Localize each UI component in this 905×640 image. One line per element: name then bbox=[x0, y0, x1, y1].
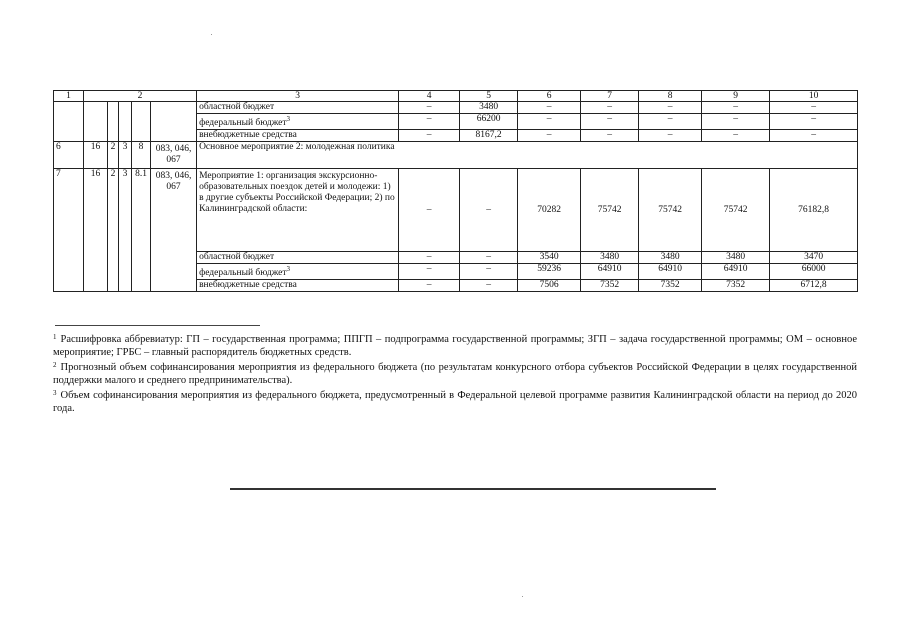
value-cell: 7352 bbox=[639, 280, 702, 292]
value-cell: – bbox=[399, 102, 460, 114]
funding-source-label: внебюджетные средства bbox=[197, 130, 399, 142]
empty-cell bbox=[54, 102, 84, 142]
om-code: 8 bbox=[132, 142, 151, 169]
header-cell: 5 bbox=[460, 91, 518, 102]
funding-source-label: федеральный бюджет bbox=[199, 118, 287, 129]
value-cell: 7352 bbox=[702, 280, 770, 292]
empty-cell bbox=[84, 102, 108, 142]
table-row-6 bbox=[54, 142, 858, 169]
value-cell: – bbox=[702, 102, 770, 114]
value-cell: 3480 bbox=[581, 252, 639, 264]
gp-code: 16 bbox=[84, 142, 108, 169]
header-cell: 9 bbox=[702, 91, 770, 102]
value-cell: – bbox=[518, 114, 581, 130]
value-cell: – bbox=[399, 130, 460, 142]
funding-source-label: федеральный бюджет bbox=[199, 268, 287, 279]
table-row bbox=[54, 102, 858, 114]
header-cell: 3 bbox=[197, 91, 399, 102]
gp-code: 16 bbox=[84, 169, 108, 292]
header-cell: 6 bbox=[518, 91, 581, 102]
value-cell: – bbox=[639, 114, 702, 130]
value-cell: – bbox=[581, 114, 639, 130]
value-cell: – bbox=[399, 264, 460, 280]
funding-source-cell bbox=[197, 114, 399, 130]
footnote-text: Расшифровка аббревиатур: ГП – государственная программа; ППГП – подпрограмма государственной программы; ЗГП – задача государственной программы; ОМ – основное мероприятие; ГРБС – главный распорядитель бюджетных средств. bbox=[53, 334, 857, 358]
footnote-separator bbox=[55, 325, 260, 326]
footnote-number: 3 bbox=[53, 389, 57, 397]
value-cell: – bbox=[460, 252, 518, 264]
om-code: 8.1 bbox=[132, 169, 151, 292]
table-row-7 bbox=[54, 169, 858, 252]
pgp-code: 2 bbox=[108, 142, 119, 169]
value-cell: 66000 bbox=[770, 264, 858, 280]
scan-speck bbox=[211, 34, 212, 35]
value-cell: 64910 bbox=[639, 264, 702, 280]
value-cell: – bbox=[581, 102, 639, 114]
grbs-code: 083, 046, 067 bbox=[151, 169, 197, 292]
value-cell: – bbox=[518, 102, 581, 114]
header-cell: 8 bbox=[639, 91, 702, 102]
footnotes bbox=[53, 325, 857, 417]
value-cell: 75742 bbox=[702, 169, 770, 252]
value-cell: – bbox=[770, 114, 858, 130]
empty-cell bbox=[108, 102, 119, 142]
value-cell: – bbox=[460, 264, 518, 280]
value-cell: 64910 bbox=[702, 264, 770, 280]
value-cell: – bbox=[770, 102, 858, 114]
pgp-code: 2 bbox=[108, 169, 119, 292]
zgp-code: 3 bbox=[119, 142, 132, 169]
footnote-number: 2 bbox=[53, 361, 57, 369]
footnote-ref: 3 bbox=[286, 115, 290, 123]
value-cell: 59236 bbox=[518, 264, 581, 280]
zgp-code: 3 bbox=[119, 169, 132, 292]
value-cell: 7506 bbox=[518, 280, 581, 292]
value-cell: – bbox=[399, 280, 460, 292]
funding-source-label: внебюджетные средства bbox=[197, 280, 399, 292]
value-cell: 76182,8 bbox=[770, 169, 858, 252]
header-cell: 7 bbox=[581, 91, 639, 102]
value-cell: 75742 bbox=[581, 169, 639, 252]
value-cell: – bbox=[639, 130, 702, 142]
value-cell: – bbox=[581, 130, 639, 142]
end-of-document-rule bbox=[230, 488, 716, 490]
value-cell: – bbox=[702, 114, 770, 130]
empty-cell bbox=[151, 102, 197, 142]
funding-source-label: областной бюджет bbox=[197, 102, 399, 114]
row-number: 6 bbox=[54, 142, 84, 169]
value-cell: 75742 bbox=[639, 169, 702, 252]
value-cell: – bbox=[460, 280, 518, 292]
event-title: Основное мероприятие 2: молодежная политика bbox=[197, 142, 858, 169]
value-cell: 7352 bbox=[581, 280, 639, 292]
footnote-ref: 3 bbox=[286, 265, 290, 274]
empty-cell bbox=[119, 102, 132, 142]
value-cell: 6712,8 bbox=[770, 280, 858, 292]
event-description: Мероприятие 1: организация экскурсионно-образовательных поездок детей и молодежи: 1) в другие субъекты Российской Федерации; 2) по Калининградской области: bbox=[197, 169, 399, 252]
value-cell: – bbox=[639, 102, 702, 114]
funding-source-cell bbox=[197, 264, 399, 280]
value-cell: 3470 bbox=[770, 252, 858, 264]
value-cell: 3480 bbox=[460, 102, 518, 114]
grbs-code: 083, 046, 067 bbox=[151, 142, 197, 169]
header-row bbox=[54, 91, 858, 102]
scan-speck bbox=[522, 596, 523, 597]
funding-source-label: областной бюджет bbox=[197, 252, 399, 264]
value-cell: – bbox=[399, 252, 460, 264]
footnote-2 bbox=[53, 361, 857, 387]
value-cell: – bbox=[770, 130, 858, 142]
value-cell: – bbox=[399, 114, 460, 130]
value-cell: 66200 bbox=[460, 114, 518, 130]
value-cell: 3480 bbox=[702, 252, 770, 264]
header-cell: 2 bbox=[84, 91, 197, 102]
value-cell: 64910 bbox=[581, 264, 639, 280]
footnote-number: 1 bbox=[53, 333, 57, 341]
row-number: 7 bbox=[54, 169, 84, 292]
footnote-text: Объем софинансирования мероприятия из федерального бюджета, предусмотренный в Федеральной целевой программе развития Калининградской области на период до 2020 года. bbox=[53, 390, 857, 414]
footnote-1 bbox=[53, 333, 857, 359]
header-cell: 10 bbox=[770, 91, 858, 102]
value-cell: 70282 bbox=[518, 169, 581, 252]
value-cell: – bbox=[518, 130, 581, 142]
value-cell: 3540 bbox=[518, 252, 581, 264]
value-cell: 3480 bbox=[639, 252, 702, 264]
budget-table bbox=[53, 90, 858, 292]
value-cell: – bbox=[702, 130, 770, 142]
value-cell: – bbox=[399, 169, 460, 252]
footnote-text: Прогнозный объем софинансирования мероприятия из федерального бюджета (по результатам конкурсного отбора субъектов Российской Федерации в целях государственной поддержки малого и среднего предпринимательства). bbox=[53, 362, 857, 386]
header-cell: 1 bbox=[54, 91, 84, 102]
empty-cell bbox=[132, 102, 151, 142]
value-cell: – bbox=[460, 169, 518, 252]
value-cell: 8167,2 bbox=[460, 130, 518, 142]
header-cell: 4 bbox=[399, 91, 460, 102]
footnote-3 bbox=[53, 389, 857, 415]
